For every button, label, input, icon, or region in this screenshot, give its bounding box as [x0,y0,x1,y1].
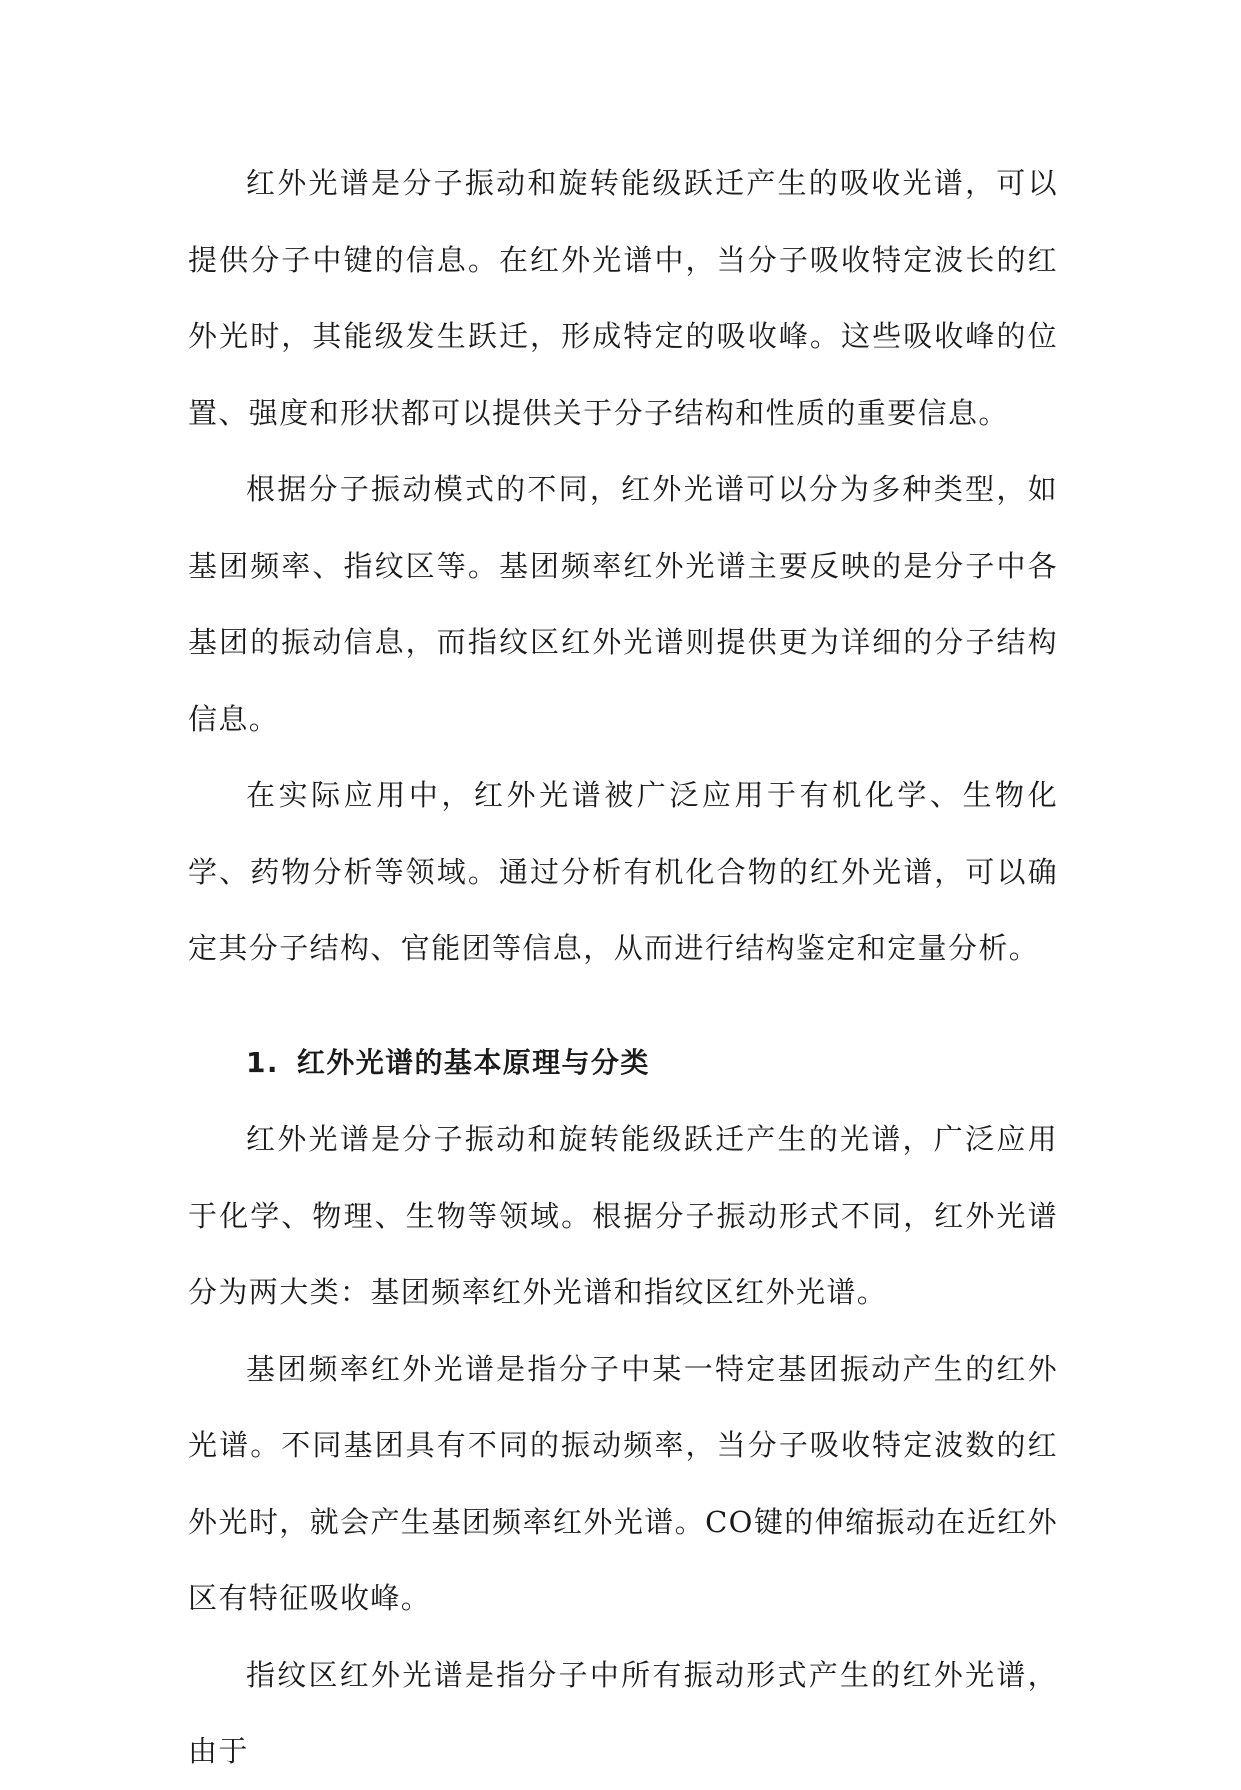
section-heading [188,1025,1058,1102]
section-paragraph-1: 红外光谱是分子振动和旋转能级跃迁产生的光谱，广泛应用于化学、物理、生物等领域。根据分子振动形式不同，红外光谱分为两大类：基团频率红外光谱和指纹区红外光谱。 [188,1122,1058,1309]
section-paragraph-2: 基团频率红外光谱是指分子中某一特定基团振动产生的红外光谱。不同基团具有不同的振动频率，当分子吸收特定波数的红外光时，就会产生基团频率红外光谱。CO键的伸缩振动在近红外区有特征吸收峰。 [188,1351,1058,1615]
section-paragraph-3: 指纹区红外光谱是指分子中所有振动形式产生的红外光谱，由于 [188,1657,1058,1768]
intro-paragraph-2: 根据分子振动模式的不同，红外光谱可以分为多种类型，如基团频率、指纹区等。基团频率红外光谱主要反映的是分子中各基团的振动信息，而指纹区红外光谱则提供更为详细的分子结构信息。 [188,472,1058,736]
intro-paragraph-1: 红外光谱是分子振动和旋转能级跃迁产生的吸收光谱，可以提供分子中键的信息。在红外光谱中，当分子吸收特定波长的红外光时，其能级发生跃迁，形成特定的吸收峰。这些吸收峰的位置、强度和形状都可以提供关于分子结构和性质的重要信息。 [188,166,1058,430]
section-number: 1. [246,1045,279,1079]
document-body [188,145,1058,1790]
intro-paragraph-3: 在实际应用中，红外光谱被广泛应用于有机化学、生物化学、药物分析等领域。通过分析有机化合物的红外光谱，可以确定其分子结构、官能团等信息，从而进行结构鉴定和定量分析。 [188,778,1058,965]
section-title: 红外光谱的基本原理与分类 [296,1045,650,1079]
